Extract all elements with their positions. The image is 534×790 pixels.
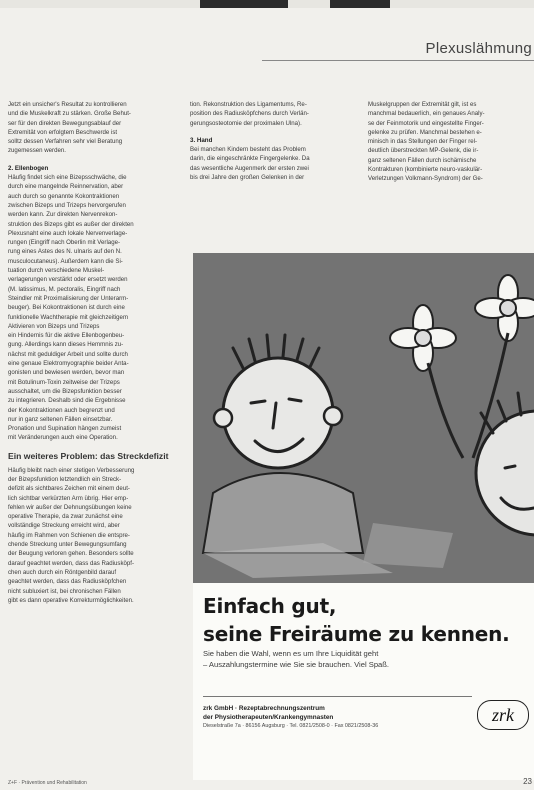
- text-line: chende Streckung unter Bewegungsumfang: [8, 541, 127, 549]
- text-line: geachtet werden, dass das Radiusköpfchen: [8, 578, 127, 586]
- ad-headline: [203, 592, 510, 648]
- text-line: darin, die eingeschränkte Fingergelenke. Da: [190, 155, 310, 163]
- text-line: nächst mit geduldiger Arbeit und sollte durch: [8, 350, 128, 358]
- text-line: defizit als sichtbares Zeichen mit einem deut-: [8, 485, 130, 493]
- text-line: eine genaue Elektromyographie beider Anta-: [8, 360, 129, 368]
- text-line: gung. Allerdings kann dieses Hemmnis zu-: [8, 341, 124, 349]
- paragraph-elbow: [8, 173, 175, 443]
- text-line: minisch in das Stellungen der Finger rel-: [368, 138, 478, 146]
- text-line: solltz dessen Verfahren sehr viel Beratung: [8, 138, 123, 146]
- text-line: fehlen wir außer der Dehnungsübungen keine: [8, 503, 132, 511]
- text-line: der Beugung verloren gehen. Besonders sollte: [8, 550, 134, 558]
- text-line: darauf geachtet werden, dass das Radiusköpf-: [8, 559, 135, 567]
- text-line: der Bizepsfunktion letztendlich ein Streck-: [8, 475, 122, 483]
- text-line: der Kokontraktionen auch begrenzt und: [8, 406, 115, 414]
- middle-column: [190, 100, 353, 220]
- text-line: Bei manchen Kindern besteht das Problem: [190, 146, 306, 154]
- text-line: Steindler mit Proximalisierung der Unterarm-: [8, 294, 129, 302]
- text-line: durch eine mangelnde Reinnervation, aber: [8, 183, 124, 191]
- ad-headline-line-2: seine Freiräume zu kennen.: [203, 622, 510, 646]
- text-line: gerungsosteotomie der proximalen Ulna).: [190, 119, 302, 127]
- text-line: häufig im Rahmen von Schienen die entspre-: [8, 531, 130, 539]
- text-line: Kontrakturen (kombinierte neuro-vaskulär-: [368, 166, 483, 174]
- page-number: 23: [523, 777, 532, 786]
- text-line: zwischen Bizeps und Trizeps hervorgerufen: [8, 201, 126, 209]
- text-line: gonisten und bewiesen werden, bevor man: [8, 369, 125, 377]
- text-line: se der Feinmotorik und eingestellte Finger-: [368, 119, 484, 127]
- text-line: Häufig findet sich eine Bizepsschwäche, die: [8, 174, 127, 182]
- text-line: werden kann. Zur direkten Nervenrekon-: [8, 211, 118, 219]
- text-line: gelenke zu prüfen. Manchmal bestehen e-: [368, 128, 482, 136]
- text-line: ganz seltenen Fällen durch ischämische: [368, 156, 477, 164]
- paragraph-continuation: [190, 100, 353, 128]
- text-line: vollständige Streckung erreicht wird, aber: [8, 522, 120, 530]
- header-divider: [262, 60, 534, 61]
- text-line: Aktivieren von Bizeps und Trizeps: [8, 322, 100, 330]
- ad-company-desc: der Physiotherapeuten/Krankengymnasten: [203, 713, 334, 721]
- text-line: (M. latissimus, M. pectoralis, Eingriff nach: [8, 285, 121, 293]
- ad-footer: [203, 705, 378, 731]
- page-footer: Z+F · Prävention und Rehabilitation: [8, 780, 87, 786]
- ad-company-name: zrk GmbH · Rezeptabrechnungszentrum: [203, 705, 325, 712]
- text-line: ausschaltet, um die Bizepsfunktion besser: [8, 387, 122, 395]
- text-line: mit Veränderungen auch eine Operation.: [8, 434, 118, 442]
- ad-divider: [203, 696, 472, 697]
- text-line: mit Botulinum-Toxin zeitweise der Trizeps: [8, 378, 120, 386]
- text-line: beuger). Bei Kokontraktionen ist durch eine: [8, 304, 125, 312]
- paragraph-right: [368, 100, 534, 184]
- paragraph-hand: [190, 145, 353, 182]
- text-line: lich sichtbar verkürzten Arm übrig. Hier emp-: [8, 494, 129, 502]
- text-line: chen auch durch ein Röntgenbild darauf: [8, 568, 117, 576]
- text-line: verlagerungen verstärkt oder ersetzt werden: [8, 276, 128, 284]
- text-line: funktionelle Wachtherapie mit gleichzeitigem: [8, 313, 129, 321]
- text-line: Verletzungen Volkmann-Syndrom) der Ge-: [368, 175, 483, 183]
- text-line: deutlich überstreckten MP-Gelenk, die ir-: [368, 147, 479, 155]
- top-mark: [330, 0, 390, 8]
- text-line: ein Hindernis für die aktive Ellenbogenbeu-: [8, 332, 125, 340]
- drawing-illustration: [193, 253, 534, 583]
- text-line: Plexusnaht eine auch lokale Nervenverlage-: [8, 229, 128, 237]
- children-drawing-photo: [193, 253, 534, 583]
- text-line: bis drei Jahre den großen Gelenken in der: [190, 174, 305, 182]
- text-line: nur in ganz seltenen Fällen einsetzbar.: [8, 415, 113, 423]
- ad-subtext-line-1: Sie haben die Wahl, wenn es um Ihre Liquidität geht: [203, 649, 379, 658]
- text-line: Muskelgruppen der Extremität gilt, ist es: [368, 101, 477, 108]
- text-line: rungen (Eingriff nach Oberlin mit Verlage-: [8, 239, 121, 247]
- text-line: operative Therapie, da zwar zunächst eine: [8, 513, 123, 521]
- text-line: ser für den direkten Bewegungsablauf der: [8, 119, 122, 127]
- text-line: Jetzt ein unsicher's Resultat zu kontrollieren: [8, 101, 127, 108]
- ad-contact: Dieselstraße 7a · 86156 Augsburg · Tel. 0821/2508-0 · Fax 0821/2508-36: [203, 723, 379, 729]
- text-line: zugemessen werden.: [8, 147, 66, 155]
- left-column: [8, 100, 175, 790]
- ad-subtext-line-2: – Auszahlungstermine wie Sie sie brauchen. Viel Spaß.: [203, 660, 390, 669]
- text-line: nicht subluxiert ist, bei chronischen Fällen: [8, 587, 121, 595]
- paragraph-intro: [8, 100, 175, 156]
- text-line: rung eines Astes des N. ulnaris auf den N.: [8, 248, 122, 256]
- section-heading-hand: 3. Hand: [190, 136, 213, 144]
- zrk-logo: zrk: [477, 700, 529, 730]
- ad-subtext: [203, 648, 389, 670]
- ad-headline-line-1: Einfach gut,: [203, 594, 337, 618]
- text-line: manchmal bedauerlich, ein genaues Analy-: [368, 110, 485, 118]
- text-line: und die Muskelkraft zu stärken. Große Behut-: [8, 110, 131, 118]
- right-column: [368, 100, 534, 220]
- text-line: zu integrieren. Deshalb sind die Ergebnisse: [8, 397, 126, 405]
- section-heading-elbow: 2. Ellenbogen: [8, 164, 49, 172]
- section-heading-extension: Ein weiteres Problem: das Streckdefizit: [8, 450, 169, 461]
- text-line: musculocutaneus). Außerdem kann die Si-: [8, 257, 123, 265]
- text-line: auch durch so genannte Kokontraktionen: [8, 192, 120, 200]
- text-line: das wesentliche Augenmerk der ersten zwei: [190, 164, 309, 172]
- text-line: Pronation und Supination hängen zumeist: [8, 425, 122, 433]
- text-line: Häufig bleibt nach einer stetigen Verbesserung: [8, 466, 135, 474]
- text-line: tion. Rekonstruktion des Ligamentums, Re-: [190, 101, 307, 108]
- text-line: gibt es dann operative Korrekturmöglichkeiten.: [8, 596, 134, 604]
- advertisement: [193, 253, 534, 780]
- page-title: Plexuslähmung: [425, 40, 532, 57]
- top-mark: [200, 0, 288, 8]
- text-line: struktion des Bizeps gibt es außer der direkten: [8, 220, 134, 228]
- text-line: Extremität von erfolgtem Beschwerde ist: [8, 128, 118, 136]
- paragraph-extension: [8, 466, 175, 605]
- text-line: position des Radiusköpfchens durch Verlän-: [190, 110, 309, 118]
- text-line: tuation durch verschiedene Muskel-: [8, 267, 105, 275]
